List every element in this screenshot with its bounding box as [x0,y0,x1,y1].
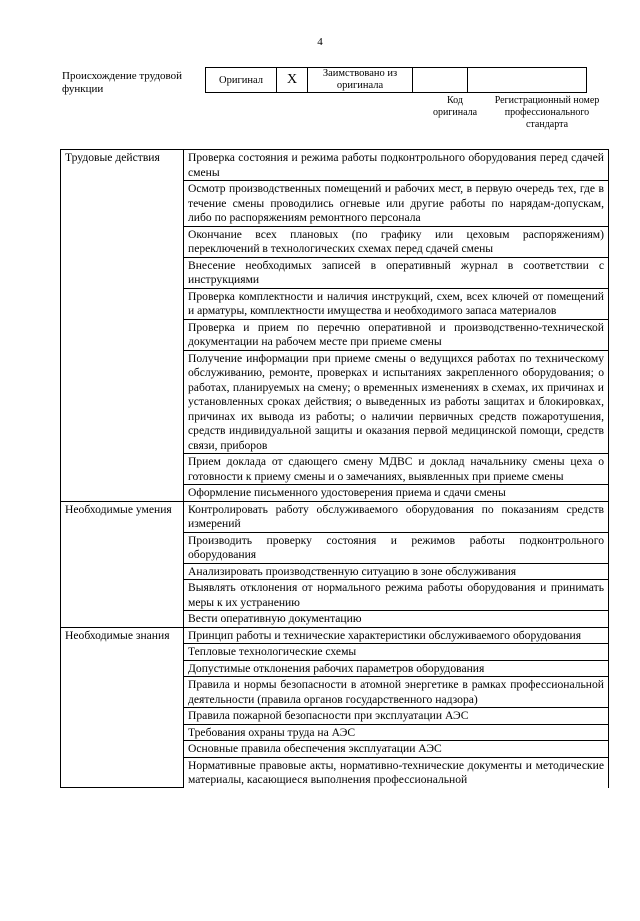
origin-original-cell: Оригинал [206,68,277,93]
section-item: Тепловые технологические схемы [184,644,609,661]
section-item: Анализировать производственную ситуацию в зоне обслуживания [184,563,609,580]
table-row [61,501,609,532]
section-item: Проверка комплектности и наличия инструкций, схем, всех ключей от помещений и арматуры, комплектности имущества и необходимого запаса материалов [184,288,609,319]
section-item: Правила и нормы безопасности в атомной энергетике в рамках профессиональной деятельности (правила органов государственного надзора) [184,677,609,708]
section-item: Допустимые отклонения рабочих параметров оборудования [184,660,609,677]
section-item: Проверка состояния и режима работы подконтрольного оборудования перед сдачей смены [184,150,609,181]
section-item: Проверка и прием по перечню оперативной и производственно-технической документации на рабочем месте при приеме смены [184,319,609,350]
origin-reg-cell [468,68,587,93]
section-item: Вести оперативную документацию [184,611,609,628]
reg-number-caption: Регистрационный номер профессионального стандарта [494,95,600,130]
section-item: Получение информации при приеме смены о ведущихся работах по техническому обслуживанию, ремонте, проверках и испытаниях закрепленного оборудования; о работах, планируемых на смену; о временных изменениях в схемах, их причинах и установленных сроках действия; о выведенных из работы защитах и блокировках, причинах их вывода из работы; о наличии первичных средств пожаротушения, средств индивидуальной защиты и оказания первой медицинской помощи, средств связи, приборов [184,350,609,454]
section-item: Оформление письменного удостоверения приема и сдачи смены [184,485,609,502]
section-item: Прием доклада от сдающего смену МДВС и доклад начальнику смены цеха о готовности к приему смены и о замечаниях, выявленных при приеме смены [184,454,609,485]
origin-table [205,67,587,93]
table-row [61,627,609,644]
section-item: Выявлять отклонения от нормального режима работы оборудования и принимать меры к их устранению [184,580,609,611]
section-item: Контролировать работу обслуживаемого оборудования по показаниям средств измерений [184,501,609,532]
origin-label: Происхождение трудовой функции [62,70,183,95]
section-item: Внесение необходимых записей в оперативный журнал в соответствии с инструкциями [184,257,609,288]
section-title: Трудовые действия [61,150,184,502]
section-item: Требования охраны труда на АЭС [184,724,609,741]
section-item: Принцип работы и технические характеристики обслуживаемого оборудования [184,627,609,644]
page-number: 4 [317,36,323,48]
section-item: Производить проверку состояния и режимов работы подконтрольного оборудования [184,532,609,563]
section-item: Основные правила обеспечения эксплуатации АЭС [184,741,609,758]
section-title: Необходимые знания [61,627,184,788]
origin-code-cell [413,68,468,93]
code-caption: Код оригинала [432,95,478,118]
section-title: Необходимые умения [61,501,184,627]
section-item: Правила пожарной безопасности при эксплуатации АЭС [184,708,609,725]
table-row [61,150,609,181]
section-item: Окончание всех плановых (по графику или цеховым распоряжениям) переключений в технологических схемах перед сдачей смены [184,226,609,257]
origin-borrowed-cell: Заимствовано из оригинала [308,68,413,93]
origin-mark-cell: X [277,68,308,93]
section-item: Осмотр производственных помещений и рабочих мест, в первую очередь тех, где в течение смены проводились огневые или другие работы по нарядам-допускам, либо по распоряжениям ремонтного персонала [184,181,609,227]
section-item: Нормативные правовые акты, нормативно-технические документы и методические материалы, касающиеся выполнения профессиональной [184,757,609,788]
function-details-table [60,149,609,788]
